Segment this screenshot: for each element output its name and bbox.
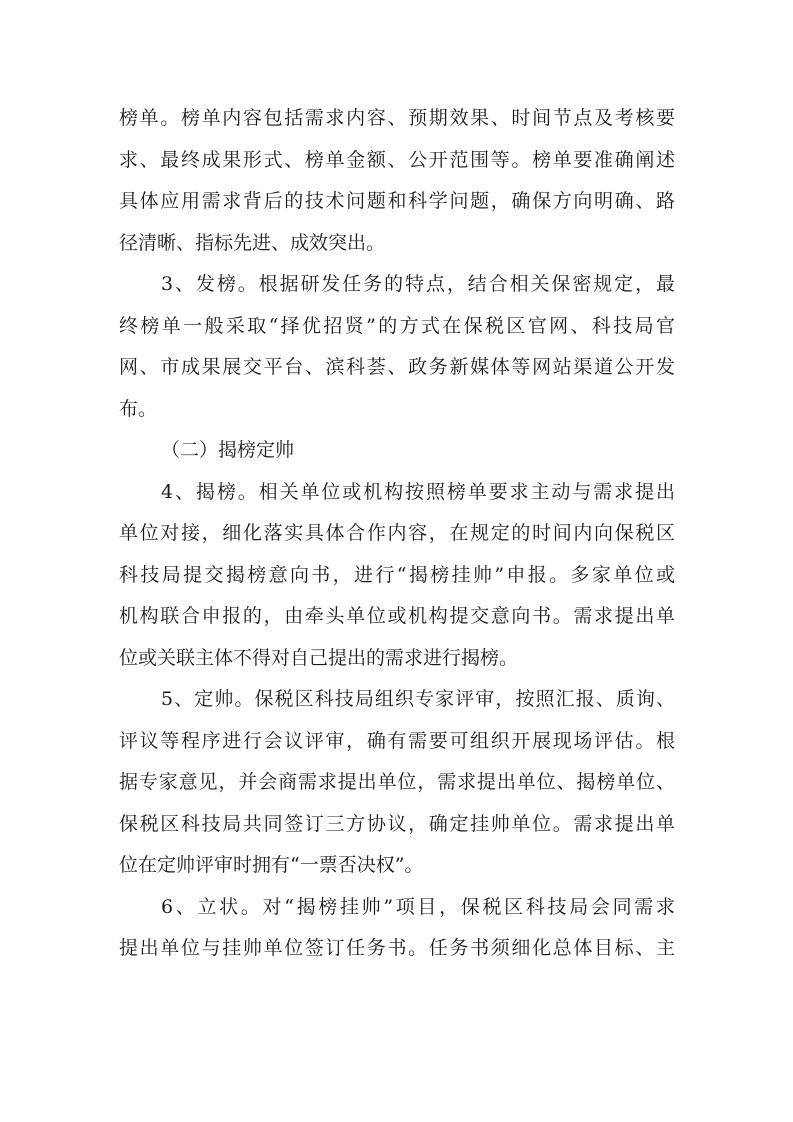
paragraph-line: 终榜单一般采取“择优招贤”的方式在保税区官网、科技局官 xyxy=(119,314,675,337)
paragraph-line: 评议等程序进行会议评审，确有需要可组织开展现场评估。根 xyxy=(119,729,675,752)
section-heading: （二）揭榜定帅 xyxy=(161,439,295,461)
paragraph-line: 求、最终成果形式、榜单金额、公开范围等。榜单要准确阐述 xyxy=(119,148,675,171)
paragraph-line: 5、定帅。保税区科技局组织专家评审，按照汇报、质询、 xyxy=(161,688,675,710)
paragraph-line: 3、发榜。根据研发任务的特点，结合相关保密规定，最 xyxy=(161,273,675,295)
paragraph-line: 位或关联主体不得对自己提出的需求进行揭榜。 xyxy=(119,646,519,669)
paragraph-line: 6、立状。对“揭榜挂帅”项目，保税区科技局会同需求 xyxy=(161,895,675,918)
document-body xyxy=(119,98,675,970)
paragraph-line: 单位对接，细化落实具体合作内容，在规定的时间内向保税区 xyxy=(119,522,675,544)
paragraph-line: 具体应用需求背后的技术问题和科学问题，确保方向明确、路 xyxy=(119,190,675,212)
paragraph-line: 径清晰、指标先进、成效突出。 xyxy=(119,231,386,254)
paragraph-line: 榜单。榜单内容包括需求内容、预期效果、时间节点及考核要 xyxy=(119,107,675,129)
paragraph-line: 提出单位与挂帅单位签订任务书。任务书须细化总体目标、主 xyxy=(119,937,675,959)
paragraph-line: 4、揭榜。相关单位或机构按照榜单要求主动与需求提出 xyxy=(161,480,675,503)
paragraph-line: 机构联合申报的，由牵头单位或机构提交意向书。需求提出单 xyxy=(119,605,675,627)
paragraph-line: 布。 xyxy=(119,397,158,420)
paragraph-line: 位在定帅评审时拥有“一票否决权”。 xyxy=(119,854,424,876)
paragraph-line: 据专家意见，并会商需求提出单位，需求提出单位、揭榜单位、 xyxy=(119,771,675,793)
paragraph-line: 保税区科技局共同签订三方协议，确定挂帅单位。需求提出单 xyxy=(119,812,675,835)
paragraph-line: 网、市成果展交平台、滨科荟、政务新媒体等网站渠道公开发 xyxy=(119,356,675,378)
paragraph-line: 科技局提交揭榜意向书，进行“揭榜挂帅”申报。多家单位或 xyxy=(119,563,675,586)
